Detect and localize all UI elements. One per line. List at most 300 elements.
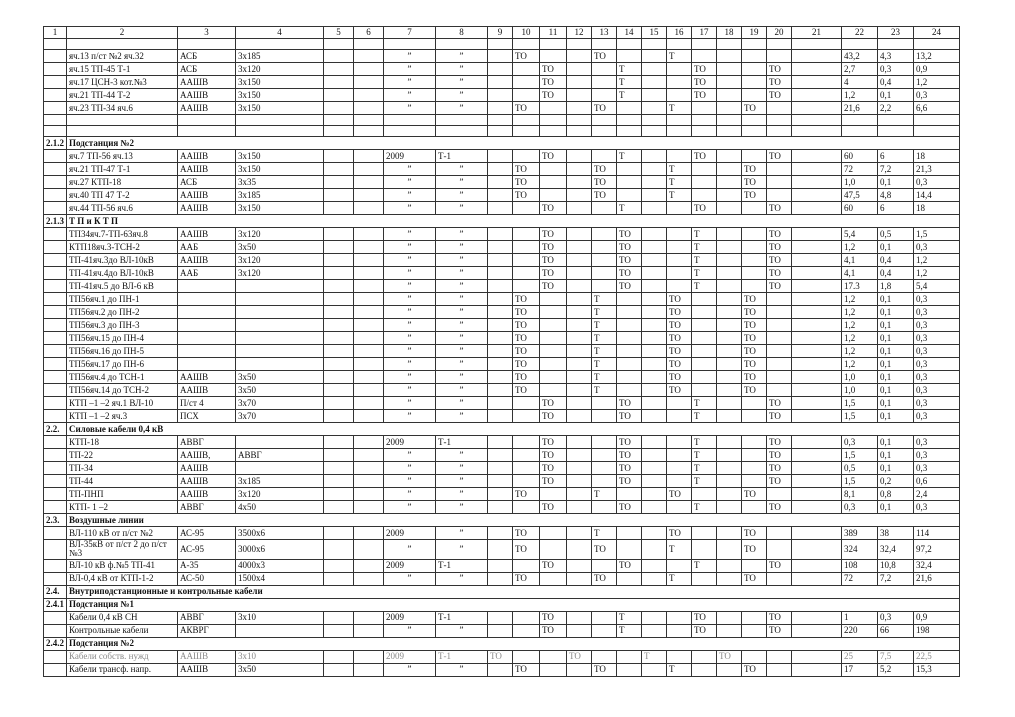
value-cell: 0,1 bbox=[878, 345, 914, 358]
column-number-16: 16 bbox=[667, 27, 692, 39]
value-cell bbox=[44, 76, 67, 89]
column-number-19: 19 bbox=[742, 27, 767, 39]
value-cell: 1 bbox=[842, 611, 878, 624]
empty-cell bbox=[540, 126, 567, 137]
cable-section-cell: 3х50 bbox=[236, 384, 324, 397]
value-cell: ” bbox=[384, 280, 436, 293]
value-cell bbox=[667, 397, 692, 410]
cable-section-cell: 3х120 bbox=[236, 228, 324, 241]
value-cell: 1,2 bbox=[842, 293, 878, 306]
item-name-cell: ВЛ-35кВ от п/ст 2 до п/ст №3 bbox=[67, 540, 178, 560]
value-cell bbox=[717, 384, 742, 397]
value-cell: 2009 bbox=[384, 150, 436, 163]
value-cell: Т bbox=[692, 254, 717, 267]
table-row bbox=[44, 50, 960, 63]
value-cell bbox=[488, 384, 513, 397]
value-cell: ” bbox=[384, 89, 436, 102]
value-cell: 47,5 bbox=[842, 189, 878, 202]
cable-section-cell bbox=[236, 306, 324, 319]
value-cell bbox=[717, 63, 742, 76]
cable-section-cell bbox=[236, 332, 324, 345]
value-cell bbox=[592, 241, 617, 254]
value-cell bbox=[617, 540, 642, 560]
value-cell bbox=[324, 241, 354, 254]
value-cell bbox=[617, 345, 642, 358]
table-row bbox=[44, 572, 960, 585]
value-cell: ” bbox=[436, 76, 488, 89]
value-cell bbox=[354, 611, 384, 624]
cable-brand-cell: П/ст 4 bbox=[178, 397, 236, 410]
value-cell bbox=[540, 163, 567, 176]
value-cell bbox=[540, 345, 567, 358]
item-name-cell: ТП-41яч.5 до ВЛ-6 кВ bbox=[67, 280, 178, 293]
value-cell: 0,3 bbox=[914, 462, 960, 475]
value-cell bbox=[567, 50, 592, 63]
table-row bbox=[44, 488, 960, 501]
value-cell: ТО bbox=[513, 358, 540, 371]
value-cell: 0,4 bbox=[878, 76, 914, 89]
value-cell: ТО bbox=[667, 332, 692, 345]
value-cell bbox=[717, 410, 742, 423]
value-cell bbox=[692, 345, 717, 358]
value-cell bbox=[324, 63, 354, 76]
value-cell bbox=[617, 384, 642, 397]
value-cell bbox=[513, 76, 540, 89]
value-cell: Т bbox=[667, 50, 692, 63]
value-cell: ТО bbox=[617, 449, 642, 462]
value-cell bbox=[642, 319, 667, 332]
value-cell: 72 bbox=[842, 572, 878, 585]
empty-cell bbox=[513, 39, 540, 50]
value-cell bbox=[567, 150, 592, 163]
value-cell: 4,1 bbox=[842, 267, 878, 280]
value-cell bbox=[742, 280, 767, 293]
section-number: 2.3. bbox=[44, 514, 67, 527]
value-cell: ” bbox=[384, 332, 436, 345]
column-number-header-row bbox=[44, 27, 960, 39]
value-cell: Т bbox=[617, 150, 642, 163]
value-cell bbox=[792, 280, 842, 293]
value-cell: 198 bbox=[914, 624, 960, 637]
value-cell bbox=[617, 527, 642, 540]
value-cell bbox=[354, 624, 384, 637]
item-name-cell: Кабели собств. нужд bbox=[67, 650, 178, 663]
value-cell: 1,2 bbox=[842, 345, 878, 358]
value-cell: 0,3 bbox=[914, 89, 960, 102]
value-cell bbox=[513, 202, 540, 215]
table-row bbox=[44, 475, 960, 488]
value-cell bbox=[667, 410, 692, 423]
value-cell bbox=[767, 306, 792, 319]
value-cell: 0,9 bbox=[914, 611, 960, 624]
value-cell bbox=[592, 436, 617, 449]
value-cell bbox=[513, 228, 540, 241]
value-cell: ” bbox=[436, 254, 488, 267]
value-cell: ТО bbox=[513, 50, 540, 63]
value-cell bbox=[44, 345, 67, 358]
item-name-cell: Кабели 0,4 кВ СН bbox=[67, 611, 178, 624]
value-cell bbox=[767, 358, 792, 371]
value-cell bbox=[354, 228, 384, 241]
value-cell: ТО bbox=[667, 319, 692, 332]
value-cell: ТО bbox=[592, 572, 617, 585]
cable-brand-cell: АСБ bbox=[178, 50, 236, 63]
cable-section-cell: 3х50 bbox=[236, 663, 324, 676]
value-cell: 4,1 bbox=[842, 254, 878, 267]
value-cell bbox=[324, 332, 354, 345]
value-cell: Т bbox=[617, 89, 642, 102]
value-cell: 114 bbox=[914, 527, 960, 540]
value-cell bbox=[567, 228, 592, 241]
value-cell bbox=[642, 332, 667, 345]
value-cell: 0,3 bbox=[914, 241, 960, 254]
column-number-22: 22 bbox=[842, 27, 878, 39]
value-cell: 0,1 bbox=[878, 501, 914, 514]
item-name-cell: КТП-18 bbox=[67, 436, 178, 449]
table-row bbox=[44, 319, 960, 332]
value-cell: ТО bbox=[767, 76, 792, 89]
value-cell: ТО bbox=[617, 559, 642, 572]
value-cell bbox=[488, 76, 513, 89]
value-cell bbox=[792, 189, 842, 202]
value-cell bbox=[354, 397, 384, 410]
value-cell: ТО bbox=[767, 475, 792, 488]
value-cell: ТО bbox=[513, 488, 540, 501]
value-cell: Т bbox=[692, 228, 717, 241]
empty-cell bbox=[692, 115, 717, 126]
value-cell: 0,3 bbox=[842, 501, 878, 514]
value-cell bbox=[692, 102, 717, 115]
value-cell: Т bbox=[617, 63, 642, 76]
value-cell: ТО bbox=[513, 527, 540, 540]
value-cell: 0,1 bbox=[878, 384, 914, 397]
value-cell bbox=[742, 559, 767, 572]
cable-brand-cell: АВВГ bbox=[178, 436, 236, 449]
value-cell: ” bbox=[384, 176, 436, 189]
value-cell bbox=[792, 663, 842, 676]
value-cell: ТО bbox=[513, 371, 540, 384]
value-cell: 5,2 bbox=[878, 663, 914, 676]
value-cell bbox=[540, 527, 567, 540]
value-cell: 15,3 bbox=[914, 663, 960, 676]
value-cell bbox=[324, 650, 354, 663]
empty-cell bbox=[742, 39, 767, 50]
value-cell: Т bbox=[667, 163, 692, 176]
cable-section-cell: 3х120 bbox=[236, 267, 324, 280]
value-cell bbox=[354, 559, 384, 572]
value-cell: ” bbox=[436, 293, 488, 306]
value-cell: ” bbox=[384, 462, 436, 475]
value-cell: ” bbox=[436, 280, 488, 293]
value-cell bbox=[488, 267, 513, 280]
value-cell: 17 bbox=[842, 663, 878, 676]
table-row bbox=[44, 102, 960, 115]
value-cell: 0,1 bbox=[878, 241, 914, 254]
section-header-row bbox=[44, 637, 960, 650]
value-cell: ТО bbox=[540, 241, 567, 254]
value-cell: 21,6 bbox=[842, 102, 878, 115]
value-cell bbox=[592, 63, 617, 76]
section-header-row bbox=[44, 215, 960, 228]
value-cell: ” bbox=[436, 228, 488, 241]
column-number-11: 11 bbox=[540, 27, 567, 39]
value-cell bbox=[324, 384, 354, 397]
value-cell: 60 bbox=[842, 202, 878, 215]
value-cell bbox=[717, 449, 742, 462]
value-cell: 1,2 bbox=[842, 241, 878, 254]
value-cell bbox=[354, 436, 384, 449]
value-cell bbox=[354, 163, 384, 176]
value-cell bbox=[44, 572, 67, 585]
value-cell: 1,5 bbox=[842, 449, 878, 462]
cable-brand-cell: ААШВ bbox=[178, 488, 236, 501]
table-row bbox=[44, 397, 960, 410]
value-cell bbox=[692, 306, 717, 319]
empty-cell bbox=[44, 126, 67, 137]
value-cell: 0,1 bbox=[878, 306, 914, 319]
empty-cell bbox=[488, 39, 513, 50]
cable-brand-cell: АКВРГ bbox=[178, 624, 236, 637]
value-cell: ” bbox=[384, 293, 436, 306]
value-cell: ” bbox=[436, 449, 488, 462]
value-cell: 2,7 bbox=[842, 63, 878, 76]
value-cell: ТО bbox=[742, 332, 767, 345]
value-cell bbox=[667, 475, 692, 488]
value-cell bbox=[692, 488, 717, 501]
empty-cell bbox=[842, 126, 878, 137]
value-cell bbox=[742, 150, 767, 163]
value-cell bbox=[488, 332, 513, 345]
empty-cell bbox=[354, 126, 384, 137]
table-row bbox=[44, 540, 960, 560]
value-cell: 1,0 bbox=[842, 371, 878, 384]
value-cell bbox=[692, 332, 717, 345]
value-cell: ” bbox=[384, 384, 436, 397]
value-cell bbox=[324, 572, 354, 585]
column-number-3: 3 bbox=[178, 27, 236, 39]
value-cell: Т bbox=[692, 449, 717, 462]
value-cell bbox=[488, 624, 513, 637]
value-cell: ТО bbox=[617, 241, 642, 254]
value-cell: 4 bbox=[842, 76, 878, 89]
value-cell bbox=[513, 254, 540, 267]
value-cell: ТО bbox=[617, 475, 642, 488]
value-cell bbox=[617, 319, 642, 332]
value-cell bbox=[792, 345, 842, 358]
empty-cell bbox=[324, 126, 354, 137]
value-cell bbox=[792, 397, 842, 410]
value-cell bbox=[742, 650, 767, 663]
cable-section-cell: 3х150 bbox=[236, 102, 324, 115]
value-cell: 0,1 bbox=[878, 371, 914, 384]
value-cell: 0,3 bbox=[842, 436, 878, 449]
value-cell bbox=[592, 650, 617, 663]
value-cell bbox=[742, 436, 767, 449]
value-cell bbox=[742, 624, 767, 637]
value-cell: ТО bbox=[742, 663, 767, 676]
value-cell bbox=[567, 306, 592, 319]
value-cell bbox=[567, 501, 592, 514]
value-cell: 14,4 bbox=[914, 189, 960, 202]
value-cell bbox=[792, 436, 842, 449]
value-cell: Т bbox=[667, 663, 692, 676]
value-cell bbox=[567, 371, 592, 384]
value-cell: ТО bbox=[692, 202, 717, 215]
value-cell bbox=[767, 650, 792, 663]
value-cell bbox=[717, 306, 742, 319]
value-cell bbox=[540, 176, 567, 189]
value-cell: ” bbox=[436, 462, 488, 475]
value-cell bbox=[667, 63, 692, 76]
empty-cell bbox=[792, 115, 842, 126]
column-number-9: 9 bbox=[488, 27, 513, 39]
value-cell: Т-1 bbox=[436, 559, 488, 572]
section-title: Т П и К Т П bbox=[67, 215, 960, 228]
empty-cell bbox=[354, 39, 384, 50]
value-cell bbox=[324, 306, 354, 319]
cable-brand-cell: ААШВ bbox=[178, 228, 236, 241]
value-cell bbox=[488, 150, 513, 163]
value-cell bbox=[717, 202, 742, 215]
value-cell: ТО bbox=[767, 449, 792, 462]
value-cell bbox=[717, 163, 742, 176]
value-cell bbox=[567, 202, 592, 215]
empty-cell bbox=[513, 126, 540, 137]
empty-cell bbox=[667, 39, 692, 50]
cable-section-cell bbox=[236, 345, 324, 358]
value-cell bbox=[540, 319, 567, 332]
empty-cell bbox=[324, 39, 354, 50]
value-cell bbox=[354, 475, 384, 488]
value-cell: ” bbox=[384, 254, 436, 267]
value-cell: ” bbox=[436, 332, 488, 345]
value-cell bbox=[354, 241, 384, 254]
value-cell bbox=[642, 76, 667, 89]
value-cell bbox=[717, 319, 742, 332]
cable-section-cell bbox=[236, 319, 324, 332]
value-cell: ТО bbox=[540, 63, 567, 76]
empty-cell bbox=[178, 115, 236, 126]
section-number: 2.1.3 bbox=[44, 215, 67, 228]
empty-cell bbox=[667, 126, 692, 137]
value-cell: 220 bbox=[842, 624, 878, 637]
value-cell: 0,5 bbox=[842, 462, 878, 475]
section-header-row bbox=[44, 137, 960, 150]
value-cell bbox=[354, 267, 384, 280]
cable-brand-cell bbox=[178, 293, 236, 306]
value-cell: 72 bbox=[842, 163, 878, 176]
value-cell bbox=[567, 475, 592, 488]
value-cell bbox=[488, 176, 513, 189]
table-row bbox=[44, 371, 960, 384]
table-row bbox=[44, 163, 960, 176]
table-row bbox=[44, 228, 960, 241]
value-cell: ” bbox=[436, 572, 488, 585]
value-cell bbox=[717, 501, 742, 514]
value-cell bbox=[540, 358, 567, 371]
value-cell bbox=[667, 241, 692, 254]
cable-brand-cell: ААШВ bbox=[178, 89, 236, 102]
value-cell bbox=[792, 475, 842, 488]
value-cell bbox=[767, 332, 792, 345]
value-cell: 0,3 bbox=[914, 319, 960, 332]
value-cell bbox=[667, 436, 692, 449]
value-cell: 0,3 bbox=[914, 384, 960, 397]
item-name-cell: ТП56яч.16 до ПН-5 bbox=[67, 345, 178, 358]
value-cell bbox=[717, 540, 742, 560]
value-cell: ТО bbox=[592, 163, 617, 176]
value-cell: ТО bbox=[617, 228, 642, 241]
value-cell: ” bbox=[436, 345, 488, 358]
value-cell bbox=[44, 358, 67, 371]
value-cell bbox=[44, 449, 67, 462]
value-cell: ” bbox=[384, 267, 436, 280]
value-cell bbox=[767, 189, 792, 202]
value-cell bbox=[540, 332, 567, 345]
value-cell: 97,2 bbox=[914, 540, 960, 560]
table-row bbox=[44, 176, 960, 189]
value-cell bbox=[792, 202, 842, 215]
value-cell bbox=[592, 462, 617, 475]
cable-brand-cell: А-35 bbox=[178, 559, 236, 572]
value-cell bbox=[767, 384, 792, 397]
value-cell: ТО bbox=[513, 572, 540, 585]
value-cell: ТО bbox=[513, 332, 540, 345]
value-cell bbox=[354, 540, 384, 560]
value-cell: Т bbox=[692, 501, 717, 514]
column-number-23: 23 bbox=[878, 27, 914, 39]
value-cell bbox=[324, 163, 354, 176]
value-cell bbox=[592, 89, 617, 102]
table-row bbox=[44, 63, 960, 76]
value-cell bbox=[324, 89, 354, 102]
column-number-8: 8 bbox=[436, 27, 488, 39]
section-title: Подстанция №2 bbox=[67, 137, 960, 150]
value-cell bbox=[540, 663, 567, 676]
value-cell: 6 bbox=[878, 150, 914, 163]
value-cell bbox=[354, 280, 384, 293]
value-cell: ” bbox=[384, 319, 436, 332]
value-cell bbox=[742, 63, 767, 76]
value-cell bbox=[540, 50, 567, 63]
value-cell bbox=[767, 176, 792, 189]
value-cell bbox=[667, 650, 692, 663]
cable-section-cell: 3х10 bbox=[236, 611, 324, 624]
value-cell bbox=[717, 76, 742, 89]
empty-cell bbox=[178, 39, 236, 50]
value-cell: 2,4 bbox=[914, 488, 960, 501]
value-cell: ТО bbox=[540, 559, 567, 572]
value-cell: Т bbox=[592, 384, 617, 397]
value-cell: 8,1 bbox=[842, 488, 878, 501]
value-cell bbox=[642, 462, 667, 475]
value-cell bbox=[567, 488, 592, 501]
empty-cell bbox=[692, 39, 717, 50]
value-cell: 5,4 bbox=[842, 228, 878, 241]
column-number-10: 10 bbox=[513, 27, 540, 39]
empty-cell bbox=[742, 126, 767, 137]
value-cell bbox=[692, 293, 717, 306]
value-cell bbox=[44, 228, 67, 241]
value-cell: ” bbox=[384, 50, 436, 63]
section-header-row bbox=[44, 598, 960, 611]
value-cell bbox=[642, 488, 667, 501]
value-cell bbox=[667, 449, 692, 462]
value-cell bbox=[513, 611, 540, 624]
item-name-cell: яч.23 ТП-34 яч.6 bbox=[67, 102, 178, 115]
column-number-2: 2 bbox=[67, 27, 178, 39]
value-cell bbox=[513, 89, 540, 102]
